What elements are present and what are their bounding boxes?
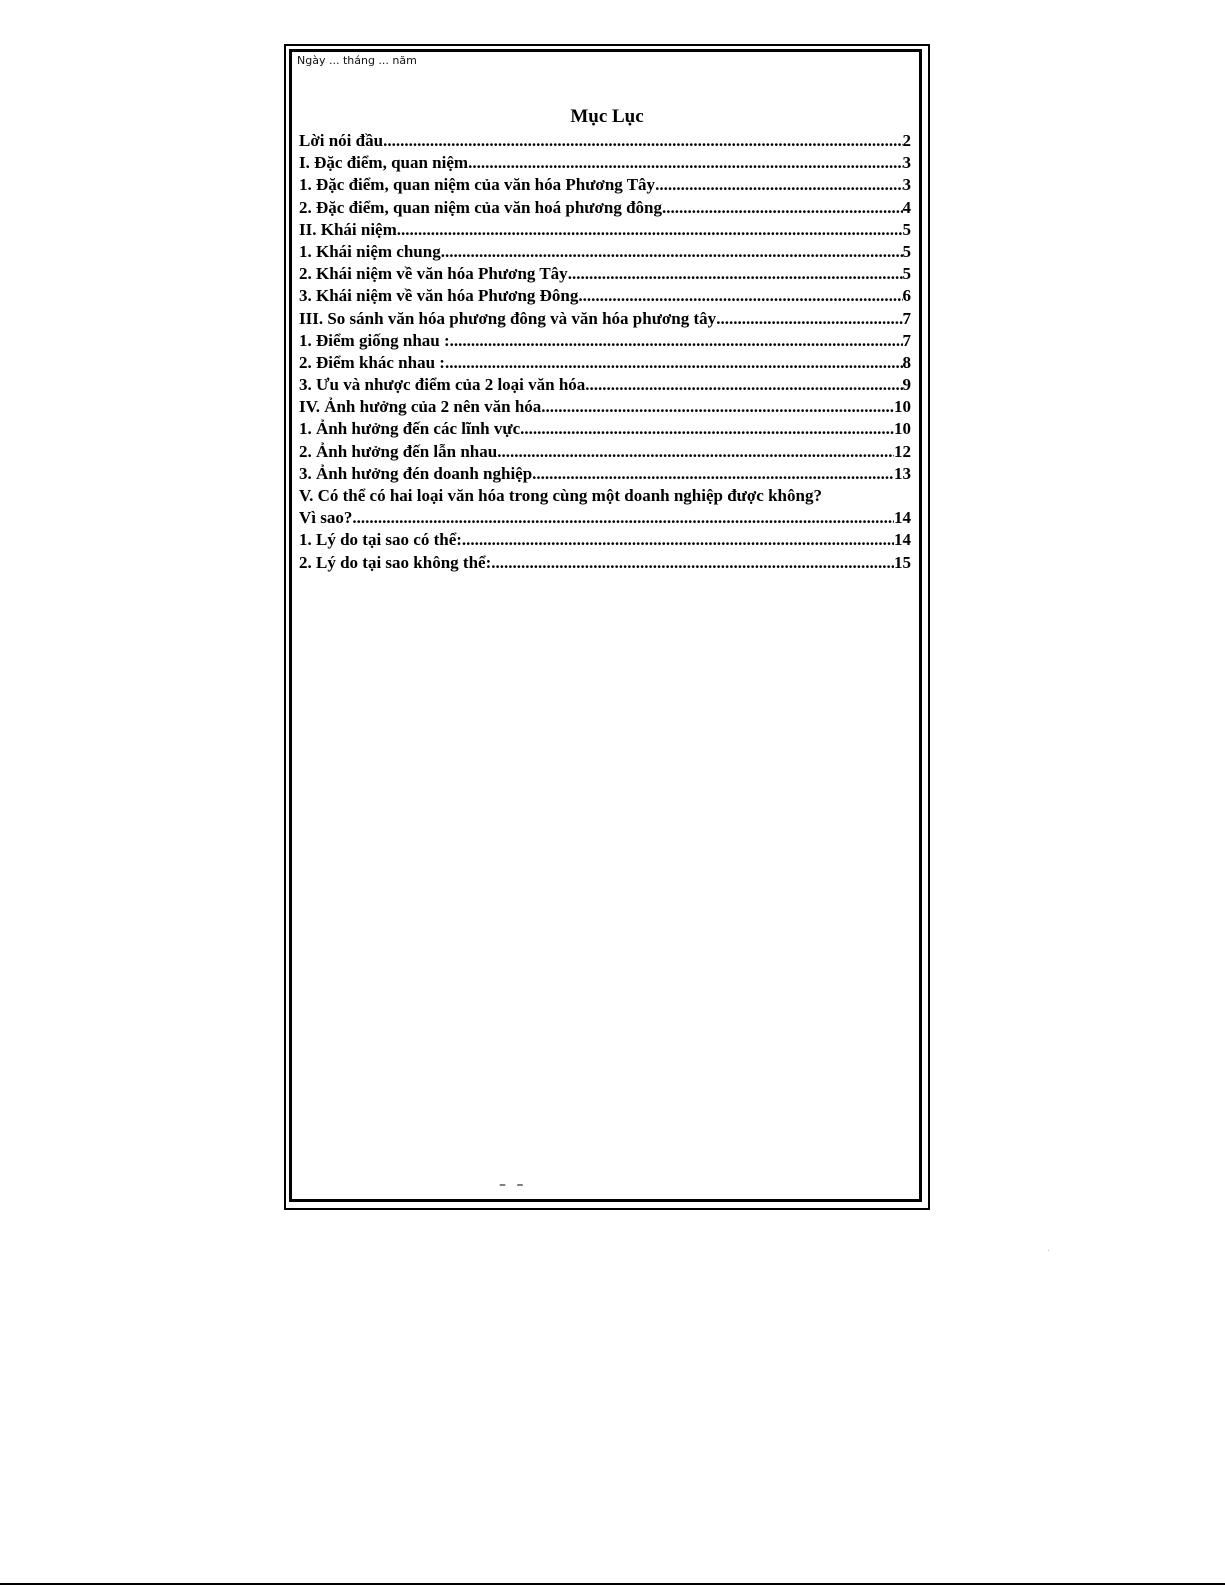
toc-entry-label: III. So sánh văn hóa phương đông và văn hóa phương tây xyxy=(299,308,717,328)
toc-entry-page: 8 xyxy=(902,352,911,372)
toc-entry-page: 14 xyxy=(894,508,911,528)
toc-entry[interactable] xyxy=(299,463,915,485)
toc-entry-page: 2 xyxy=(902,131,911,150)
toc-entry[interactable] xyxy=(299,308,915,330)
toc-entry-label: Lời nói đầu xyxy=(299,131,384,150)
toc-entry-label: 3. Ảnh hưởng đén doanh nghiệp xyxy=(299,463,533,483)
toc-entry[interactable] xyxy=(299,529,915,551)
toc-entry-label: 2. Lý do tại sao không thể: xyxy=(299,552,492,572)
toc-entry-label: 1. Điểm giống nhau : xyxy=(299,330,450,350)
dot-leader xyxy=(568,263,903,285)
toc-entry-page: 3 xyxy=(902,175,911,195)
date-line: Ngày ... tháng ... năm xyxy=(297,54,417,67)
dot-leader xyxy=(541,396,894,418)
toc-entry-page: 5 xyxy=(902,219,911,239)
dot-leader xyxy=(578,285,902,307)
dot-leader xyxy=(655,174,902,196)
dot-leader xyxy=(585,374,902,396)
scan-speck xyxy=(1048,1250,1049,1251)
footer-mark: – – xyxy=(499,1177,527,1193)
toc-entry-page: 4 xyxy=(902,197,911,217)
toc-entry-page: 14 xyxy=(894,530,911,550)
toc-entry-page: 5 xyxy=(902,241,911,261)
toc-entry-label: 2. Ảnh hưởng đến lẫn nhau xyxy=(299,441,498,461)
toc-entry-page: 10 xyxy=(894,419,911,439)
dot-leader xyxy=(497,441,894,463)
toc-entry[interactable] xyxy=(299,174,915,196)
toc-entry[interactable] xyxy=(299,330,915,352)
toc-entry-label: II. Khái niệm xyxy=(299,219,397,239)
toc-entry[interactable] xyxy=(299,241,915,263)
table-of-contents xyxy=(299,130,915,574)
dot-leader xyxy=(450,330,903,352)
toc-entry-label: 3. Ưu và nhược điểm của 2 loại văn hóa xyxy=(299,375,586,395)
dot-leader xyxy=(445,352,903,374)
dot-leader xyxy=(352,507,894,529)
toc-entry-page: 12 xyxy=(894,441,911,461)
toc-entry-label: 3. Khái niệm về văn hóa Phương Đông xyxy=(299,286,579,306)
toc-entry-label: 2. Khái niệm về văn hóa Phương Tây xyxy=(299,264,568,284)
toc-entry-label: I. Đặc điểm, quan niệm xyxy=(299,153,469,173)
toc-entry[interactable] xyxy=(299,396,915,418)
toc-entry-page: 3 xyxy=(902,153,911,173)
toc-entry-page: 10 xyxy=(894,397,911,417)
toc-entry-page: 13 xyxy=(894,463,911,483)
dot-leader xyxy=(662,197,902,219)
toc-entry[interactable] xyxy=(299,197,915,219)
dot-leader xyxy=(520,418,894,440)
toc-entry-label: IV. Ảnh hưởng của 2 nên văn hóa xyxy=(299,397,542,417)
toc-entry-page: 6 xyxy=(902,286,911,306)
toc-entry[interactable] xyxy=(299,352,915,374)
dot-leader xyxy=(397,219,903,241)
toc-entry-page: 5 xyxy=(902,264,911,284)
dot-leader xyxy=(441,241,903,263)
toc-entry[interactable] xyxy=(299,552,915,574)
toc-entry[interactable] xyxy=(299,441,915,463)
toc-entry-page: 15 xyxy=(894,552,911,572)
toc-title: Mục Lục xyxy=(570,106,644,127)
toc-entry[interactable] xyxy=(299,263,915,285)
toc-entry-page: 9 xyxy=(902,375,911,395)
toc-entry[interactable] xyxy=(299,219,915,241)
toc-entry[interactable] xyxy=(299,418,915,440)
toc-entry[interactable] xyxy=(299,507,915,529)
toc-entry-page: 7 xyxy=(902,308,911,328)
toc-entry[interactable] xyxy=(299,130,915,152)
toc-entry[interactable] xyxy=(299,152,915,174)
toc-entry-label: 2. Điểm khác nhau : xyxy=(299,352,445,372)
toc-entry-label-line1: V. Có thể có hai loại văn hóa trong cùng một doanh nghiệp được không? xyxy=(299,486,822,505)
dot-leader xyxy=(383,130,902,152)
toc-entry-label: 1. Khái niệm chung xyxy=(299,241,441,261)
toc-entry-label: 1. Đặc điểm, quan niệm của văn hóa Phương Tây xyxy=(299,175,656,195)
toc-entry[interactable] xyxy=(299,285,915,307)
toc-entry-heading-line[interactable] xyxy=(299,485,915,507)
dot-leader xyxy=(532,463,894,485)
toc-entry-page: 7 xyxy=(902,330,911,350)
toc-entry-label: 1. Lý do tại sao có thể: xyxy=(299,530,462,550)
dot-leader xyxy=(716,308,902,330)
toc-entry-label: 1. Ảnh hưởng đến các lĩnh vực xyxy=(299,419,521,439)
dot-leader xyxy=(462,529,894,551)
dot-leader xyxy=(491,552,894,574)
toc-entry[interactable] xyxy=(299,374,915,396)
toc-entry-label: 2. Đặc điểm, quan niệm của văn hoá phương đông xyxy=(299,197,663,217)
dot-leader xyxy=(468,152,902,174)
toc-entry-label: Vì sao? xyxy=(299,508,353,528)
